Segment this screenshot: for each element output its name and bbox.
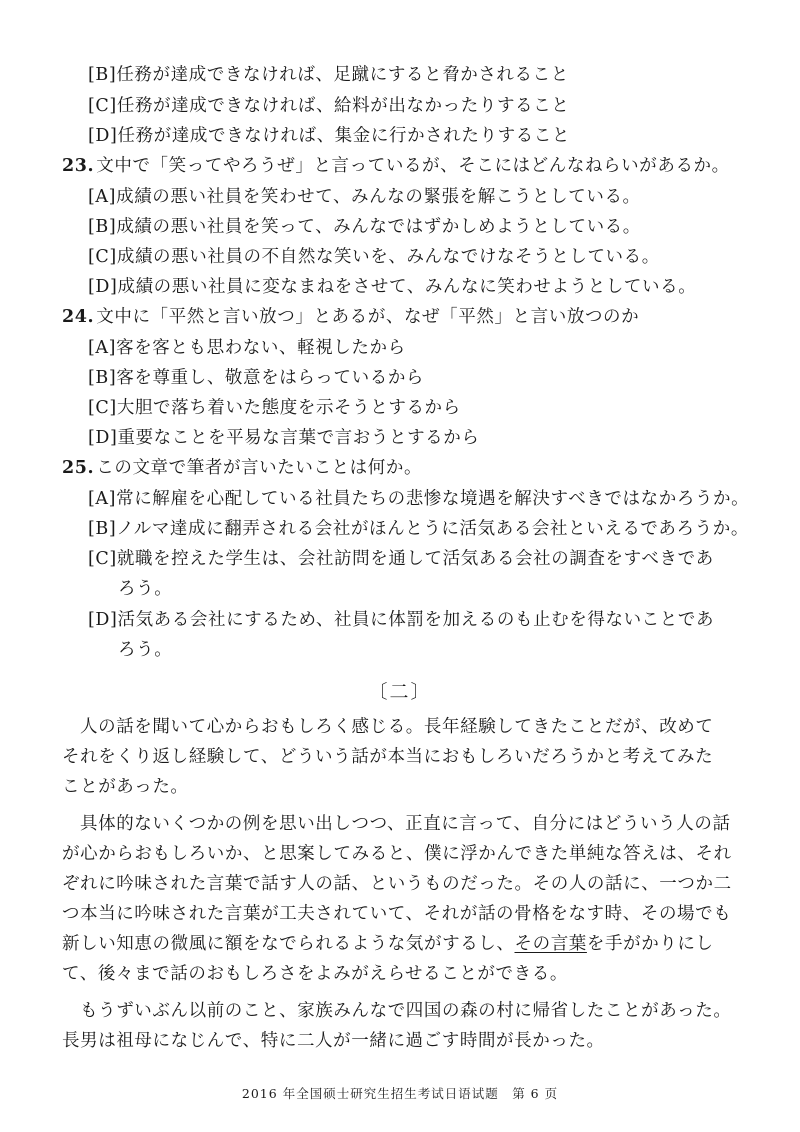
- passage-line: もうずいぶん以前のこと、家族みんなで四国の森の村に帰省したことがあった。: [80, 1001, 732, 1021]
- option-23-d: [D]成績の悪い社員に変なまねをさせて、みんなに笑わせようとしている。: [88, 277, 697, 297]
- option-25-d: [D]活気ある会社にするため、社員に体罰を加えるのも止むを得ないことであ: [88, 610, 715, 630]
- option-25-c-continued: ろう。: [118, 579, 173, 599]
- option-25-a: [A]常に解雇を心配している社員たちの悲惨な境遇を解決すべきではなかろうか。: [88, 489, 750, 509]
- underlined-phrase: その言葉: [514, 934, 587, 954]
- option-25-c: [C]就職を控えた学生は、会社訪問を通して活気ある会社の調査をすべきであ: [88, 549, 714, 569]
- option-23-a: [A]成績の悪い社員を笑わせて、みんなの緊張を解こうとしている。: [88, 187, 641, 207]
- question-number: 23.: [62, 156, 95, 176]
- question-number: 25.: [62, 458, 95, 478]
- passage-line: それをくり返し経験して、どういう話が本当におもしろいだろうかと考えてみた: [62, 747, 714, 767]
- option-24-c: [C]大胆で落ち着いた態度を示そうとするから: [88, 398, 461, 418]
- page-footer: 2016 年全国硕士研究生招生考试日语试题 第 6 页: [241, 1086, 559, 1101]
- question-text: この文章で筆者が言いたいことは何か。: [96, 458, 423, 478]
- passage-line: が心からおもしろいか、と思案してみると、僕に浮かんできた単純な答えは、それ: [62, 844, 732, 864]
- option-25-d-continued: ろう。: [118, 640, 173, 660]
- option-24-b: [B]客を尊重し、敬意をはらっているから: [88, 368, 425, 388]
- passage-text: 新しい知恵の微風に額をなでられるような気がするし、: [62, 934, 515, 954]
- question-25: [62, 457, 422, 479]
- option-22-c: [C]任務が達成できなければ、給料が出なかったりすること: [88, 96, 570, 116]
- option-22-d: [D]任務が達成できなければ、集金に行かされたりすること: [88, 126, 570, 146]
- passage-line: て、後々まで話のおもしろさをよみがえらせることができる。: [62, 964, 568, 984]
- question-text: 文中で「笑ってやろうぜ」と言っているが、そこにはどんなねらいがあるか。: [96, 156, 730, 176]
- option-23-c: [C]成績の悪い社員の不自然な笑いを、みんなでけなそうとしている。: [88, 247, 660, 267]
- passage-line: [62, 933, 714, 955]
- passage-line: 長男は祖母になじんで、特に二人が一緒に過ごす時間が長かった。: [62, 1031, 605, 1051]
- option-24-d: [D]重要なことを平易な言葉で言おうとするから: [88, 428, 480, 448]
- question-text: 文中に「平然と言い放つ」とあるが、なぜ「平然」と言い放つのか: [96, 307, 640, 327]
- passage-line: つ本当に吟味された言葉が工夫されていて、それが話の骨格をなす時、その場でも: [62, 904, 732, 924]
- passage-line: 具体的ないくつかの例を思い出しつつ、正直に言って、自分にはどういう人の話: [80, 814, 731, 834]
- option-22-b: [B]任務が達成できなければ、足蹴にすると脅かされること: [88, 65, 569, 85]
- option-25-b: [B]ノルマ達成に翻弄される会社がほんとうに活気ある会社といえるであろうか。: [88, 519, 749, 539]
- question-number: 24.: [62, 307, 95, 327]
- option-23-b: [B]成績の悪い社員を笑って、みんなではずかしめようとしている。: [88, 217, 641, 237]
- passage-line: ぞれに吟味された言葉で話す人の話、というものだった。その人の話に、一つか二: [62, 874, 732, 894]
- question-23: [62, 155, 730, 177]
- question-24: [62, 306, 639, 328]
- passage-line: ことがあった。: [62, 777, 189, 797]
- passage-line: 人の話を聞いて心からおもしろく感じる。長年経験してきたことだが、改めて: [80, 717, 714, 737]
- section-heading: 〔二〕: [368, 681, 432, 703]
- option-24-a: [A]客を客とも思わない、軽視したから: [88, 338, 406, 358]
- passage-text: を手がかりにし: [586, 934, 714, 954]
